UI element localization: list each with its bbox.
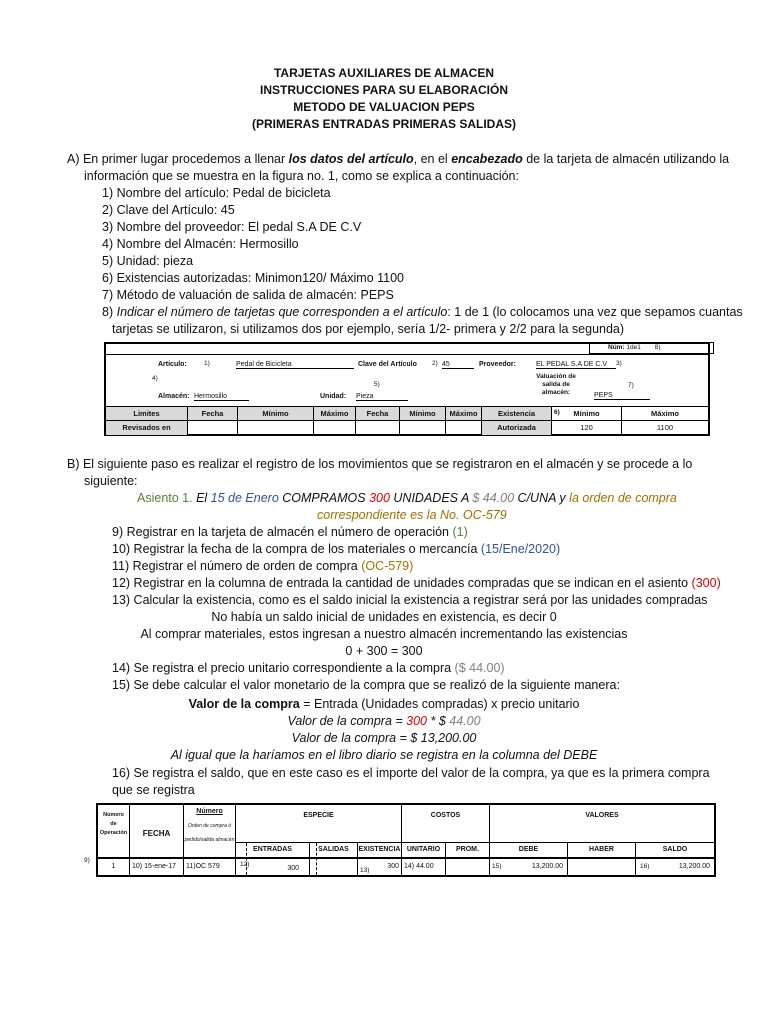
maximo-header: Máximo — [314, 407, 356, 421]
revisados-label: Revisados en — [106, 421, 188, 435]
calc-line-2: Al comprar materiales, estos ingresan a nuestro almacén incrementando las existencias — [140, 627, 628, 641]
clave-value: 45 — [442, 361, 474, 369]
step-9: 9) Registrar en la tarjeta de almacén el número de operación (1) — [112, 525, 468, 539]
formula-2: Valor de la compra = 300 * $ 44.00 — [287, 714, 481, 728]
list-item: 7) Método de valuación de salida de almacén: PEPS — [102, 288, 394, 302]
maximo-header: Máximo — [446, 407, 482, 421]
marker: 1) — [204, 360, 210, 367]
autorizada-header: Autorizada — [482, 421, 552, 435]
formula-4: Al igual que la haríamos en el libro diario se registra en la columna del DEBE — [170, 748, 598, 762]
calc-line-1: No había un saldo inicial de unidades en existencia, es decir 0 — [211, 610, 557, 624]
empty-cell — [188, 421, 238, 435]
row-entradas: 12) 300 — [236, 859, 310, 875]
step-11: 11) Registrar el número de orden de compra (OC-579) — [112, 559, 414, 573]
existencia-header: EXISTENCIA — [358, 843, 402, 857]
list-item: 6) Existencias autorizadas: Minimon120/ Máximo 1100 — [102, 271, 404, 285]
row-fecha: 10) 15-ene-17 — [130, 859, 184, 875]
warehouse-card-header-figure — [104, 342, 710, 436]
unidad-value: Pieza — [356, 393, 408, 401]
section-a-intro-2: información que se muestra en la figura no. 1, como se explica a continuación: — [84, 169, 519, 183]
step-12: 12) Registrar en la columna de entrada la cantidad de unidades compradas que se indican en el asiento (300) — [112, 576, 721, 590]
row-salidas — [310, 859, 358, 875]
title-line-4: (PRIMERAS ENTRADAS PRIMERAS SALIDAS) — [251, 117, 516, 131]
step-16: 16) Se registra el saldo, que en este caso es el importe del valor de la compra, ya que es la primera compra — [112, 766, 710, 780]
proveedor-value: EL PEDAL S.A DE C.V — [536, 361, 616, 369]
valores-header: VALORES — [490, 805, 714, 843]
valuacion-value: PEPS — [594, 392, 650, 400]
title-line-1: TARJETAS AUXILIARES DE ALMACEN — [273, 66, 494, 80]
marker: 2) — [432, 360, 438, 367]
prom-header: PROM. — [446, 843, 490, 857]
asiento-1: Asiento 1. El 15 de Enero COMPRAMOS 300 UNIDADES A $ 44.00 C/UNA y la orden de compra — [137, 491, 677, 505]
step-10: 10) Registrar la fecha de la compra de los materiales o mercancía (15/Ene/2020) — [112, 542, 561, 556]
row-unitario: 14) 44.00 — [402, 859, 446, 875]
almacen-label: Almacén: — [158, 393, 190, 400]
list-item-8-cont: tarjetas se utilizaron, si utilizamos dos por ejemplo, sería 1/2- primera y 2/2 para la segunda) — [112, 322, 625, 336]
empty-cell — [314, 421, 356, 435]
step-16-cont: que se registra — [112, 783, 195, 797]
numero-operacion-header: Número de Operación — [98, 805, 130, 875]
fecha-header: Fecha — [356, 407, 400, 421]
card-number-box: Núm: 1de1 8) — [589, 342, 714, 354]
list-item: 5) Unidad: pieza — [102, 254, 194, 268]
list-item: 2) Clave del Artículo: 45 — [102, 203, 235, 217]
empty-cell — [400, 421, 446, 435]
existencia-header: Existencia — [482, 407, 552, 421]
marker: 7) — [628, 382, 634, 389]
clave-label: Clave del Artículo — [358, 361, 417, 368]
minimo-header: Mínimo — [238, 407, 314, 421]
list-item: 4) Nombre del Almacén: Hermosillo — [102, 237, 299, 251]
haber-header: HABER — [568, 843, 636, 857]
list-item: 1) Nombre del artículo: Pedal de bicicleta — [102, 186, 331, 200]
row-orden: 11)OC 579 — [184, 859, 236, 875]
almacen-value: Hermosillo — [194, 393, 249, 401]
limites-label: Limites — [106, 407, 188, 421]
limits-grid — [106, 406, 708, 437]
saldo-header: SALDO — [662, 846, 688, 853]
minimo-value: 120 — [552, 421, 622, 435]
proveedor-label: Proveedor: — [479, 361, 516, 368]
entradas-header: ENTRADAS — [236, 843, 310, 857]
asiento-1-cont: correspondiente es la No. OC-579 — [317, 508, 507, 522]
section-b-intro-2: siguiente: — [84, 474, 138, 488]
unidad-label: Unidad: — [320, 393, 347, 400]
list-item: 3) Nombre del proveedor: El pedal S.A DE C.V — [102, 220, 362, 234]
fecha-header: Fecha — [188, 407, 238, 421]
empty-cell — [356, 421, 400, 435]
costos-header: COSTOS — [402, 805, 490, 843]
empty-cell — [238, 421, 314, 435]
step-13: 13) Calcular la existencia, como es el saldo inicial la existencia a registrar será por las unidades compradas — [112, 593, 708, 607]
formula-3: Valor de la compra = $ 13,200.00 — [291, 731, 477, 745]
calc-line-3: 0 + 300 = 300 — [345, 644, 423, 658]
section-a-intro: A) En primer lugar procedemos a llenar los datos del artículo, en el encabezado de la tarjeta de almacén utilizando la — [67, 152, 730, 166]
title-line-3: METODO DE VALUACION PEPS — [293, 100, 475, 114]
section-b-intro: B) El siguiente paso es realizar el registro de los movimientos que se registraron en el almacén y se procede a lo — [67, 457, 693, 471]
debe-header: DEBE — [490, 843, 568, 857]
list-item-8: 8) Indicar el número de tarjetas que corresponden a el artículo: 1 de 1 (lo colocamos una vez que sepamos cuantas — [102, 305, 743, 319]
row-existencia: 13) 300 — [358, 859, 402, 875]
unitario-header: UNITARIO — [402, 843, 446, 857]
empty-cell — [446, 421, 482, 435]
valuacion-label: Valuación de salida de almacén: — [536, 373, 576, 396]
marker: 4) — [152, 375, 158, 382]
marker: 3) — [616, 360, 622, 367]
warehouse-card-movements-figure — [96, 803, 716, 877]
row-prom — [446, 859, 490, 875]
formula-1: Valor de la compra = Entrada (Unidades compradas) x precio unitario — [188, 697, 580, 711]
step-15: 15) Se debe calcular el valor monetario de la compra que se realizó de la siguiente manera: — [112, 678, 620, 692]
document-title — [0, 65, 768, 133]
row-haber — [568, 859, 636, 875]
title-line-2: INSTRUCCIONES PARA SU ELABORACIÓN — [259, 83, 508, 97]
minimo-header: Mínimo — [400, 407, 446, 421]
row-debe: 15) 13,200.00 — [490, 859, 568, 875]
articulo-value: Pedal de Bicicleta — [236, 361, 354, 369]
especie-header: ESPECIE — [236, 805, 402, 843]
minimo-auth-header: 6) Mínimo — [552, 407, 622, 421]
marker: 5) — [374, 381, 380, 388]
articulo-label: Artículo: — [158, 361, 187, 368]
step-14: 14) Se registra el precio unitario correspondiente a la compra ($ 44.00) — [112, 661, 505, 675]
fecha-header: FECHA — [130, 805, 184, 875]
row-saldo: 16) 13,200.00 — [640, 863, 710, 870]
numero-header: Número Orden de compra ó pedido/salida almacén — [184, 805, 236, 875]
row-operacion: 1 — [98, 859, 130, 875]
maximo-value: 1100 — [656, 423, 674, 432]
salidas-header: SALIDAS — [310, 843, 358, 857]
maximo-auth-header: Máximo — [622, 407, 708, 421]
marker: 9) — [84, 857, 90, 864]
